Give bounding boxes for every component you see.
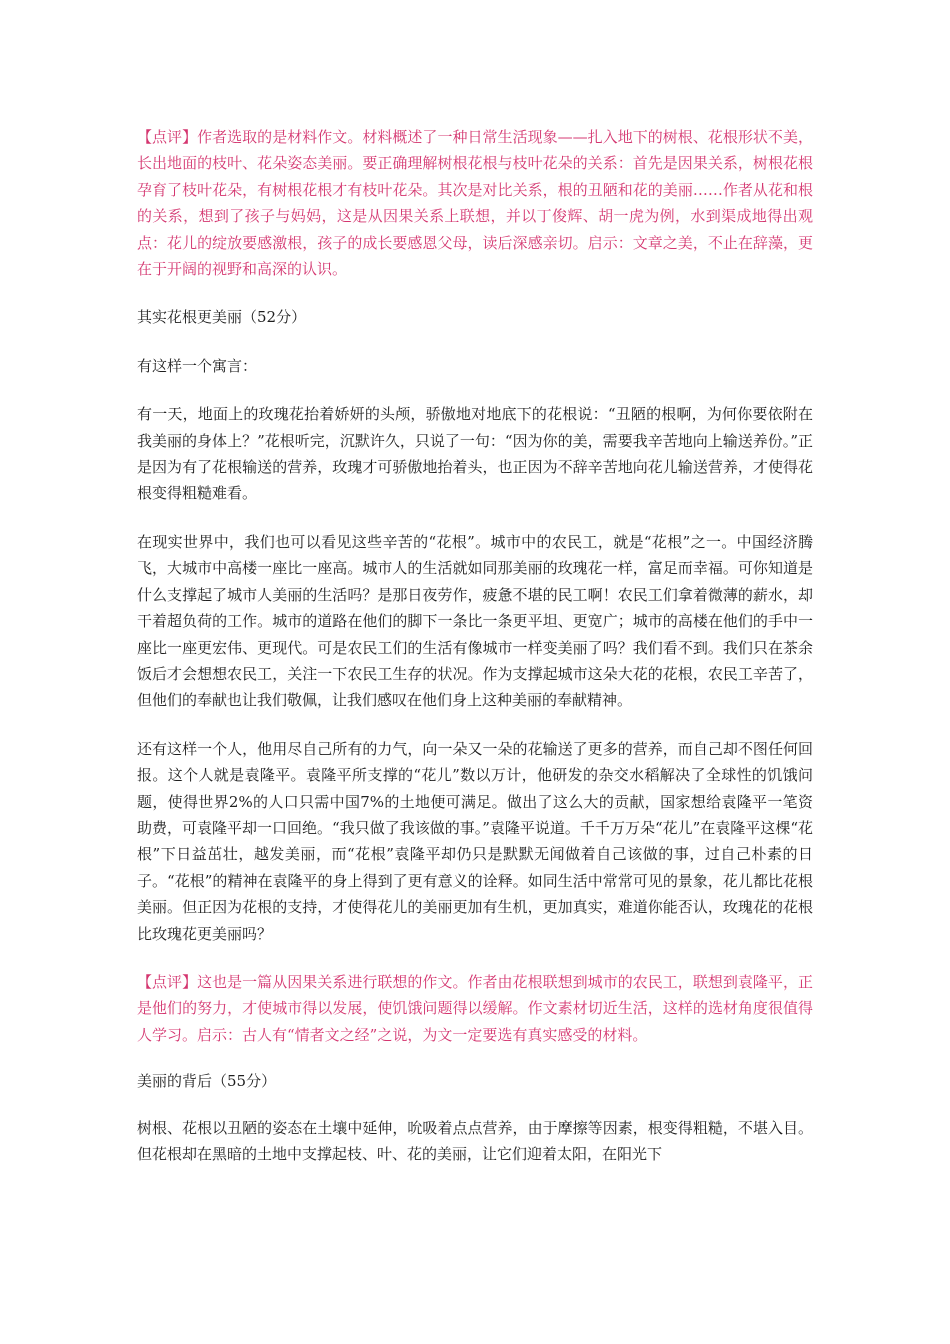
comment-text: 作者选取的是材料作文。材料概述了一种日常生活现象——扎入地下的树根、花根形状不美，长出地面的枝叶、花朵姿态美丽。要正确理解树根花根与枝叶花朵的关系：首先是因果关系，树根花根孕育了枝叶花朵，有树根花根才有枝叶花朵。其次是对比关系，根的丑陋和花的美丽……作者从花和根的关系，想到了孩子与妈妈，这是从因果关系上联想，并以丁俊辉、胡一虎为例，水到渠成地得出观点：花儿的绽放要感激根，孩子的成长要感恩父母，读后深感亲切。启示：文章之美，不止在辞藻，更在于开阔的视野和高深的认识。 [137, 128, 813, 279]
document-page [137, 124, 813, 1167]
comment-tag: 【点评】 [137, 128, 198, 146]
essay-paragraph: 有一天，地面上的玫瑰花抬着娇妍的头颅，骄傲地对地底下的花根说：“丑陋的根啊，为何你要依附在我美丽的身体上？”花根听完，沉默许久，只说了一句：“因为你的美，需要我辛苦地向上输送养份。”正是因为有了花根输送的营养，玫瑰才可骄傲地抬着头，也正因为不辞辛苦地向花儿输送营养，才使得花根变得粗糙难看。 [137, 405, 813, 503]
comment-text: 这也是一篇从因果关系进行联想的作文。作者由花根联想到城市的农民工，联想到袁隆平，正是他们的努力，才使城市得以发展，使饥饿问题得以缓解。作文素材切近生活，这样的选材角度很值得人学习。启示：古人有“情者文之经”之说，为文一定要选有真实感受的材料。 [137, 972, 813, 1044]
essay-paragraph: 在现实世界中，我们也可以看见这些辛苦的“花根”。城市中的农民工，就是“花根”之一。中国经济腾飞，大城市中高楼一座比一座高。城市人的生活就如同那美丽的玫瑰花一样，富足而幸福。可你知道是什么支撑起了城市人美丽的生活吗？是那日夜劳作，疲惫不堪的民工啊！农民工们拿着微薄的薪水，却干着超负荷的工作。城市的道路在他们的脚下一条比一条更平坦、更宽广；城市的高楼在他们的手中一座比一座更宏伟、更现代。可是农民工们的生活有像城市一样变美丽了吗？我们看不到。我们只在茶余饭后才会想想农民工，关注一下农民工生存的状况。作为支撑起城市这朵大花的花根，农民工辛苦了，但他们的奉献也让我们敬佩，让我们感叹在他们身上这种美丽的奉献精神。 [137, 532, 813, 710]
essay-paragraph: 还有这样一个人，他用尽自己所有的力气，向一朵又一朵的花输送了更多的营养，而自己却不图任何回报。这个人就是袁隆平。袁隆平所支撑的“花儿”数以万计，他研发的杂交水稻解决了全球性的饥饿问题，使得世界2%的人口只需中国7%的土地便可满足。做出了这么大的贡献，国家想给袁隆平一笔资助费，可袁隆平却一口回绝。“我只做了我该做的事。”袁隆平说道。千千万万朵“花儿”在袁隆平这棵“花根”下日益茁壮，越发美丽，而“花根”袁隆平却仍只是默默无闻做着自己该做的事，过自己朴素的日子。“花根”的精神在袁隆平的身上得到了更有意义的诠释。如同生活中常常可见的景象，花儿都比花根美丽。但正因为花根的支持，才使得花儿的美丽更加有生机，更加真实，难道你能否认，玫瑰花的花根比玫瑰花更美丽吗？ [137, 739, 813, 943]
comment-tag: 【点评】 [137, 972, 198, 991]
essay-title: 美丽的背后（55分） [137, 1072, 277, 1091]
essay-intro: 有这样一个寓言： [137, 356, 258, 375]
comment-paragraph [137, 969, 813, 1048]
comment-paragraph [137, 124, 813, 282]
essay-paragraph: 树根、花根以丑陋的姿态在土壤中延伸，吮吸着点点营养，由于摩擦等因素，根变得粗糙，不堪入目。但花根却在黑暗的土地中支撑起枝、叶、花的美丽，让它们迎着太阳，在阳光下 [137, 1118, 813, 1163]
essay-title: 其实花根更美丽（52分） [137, 308, 307, 327]
